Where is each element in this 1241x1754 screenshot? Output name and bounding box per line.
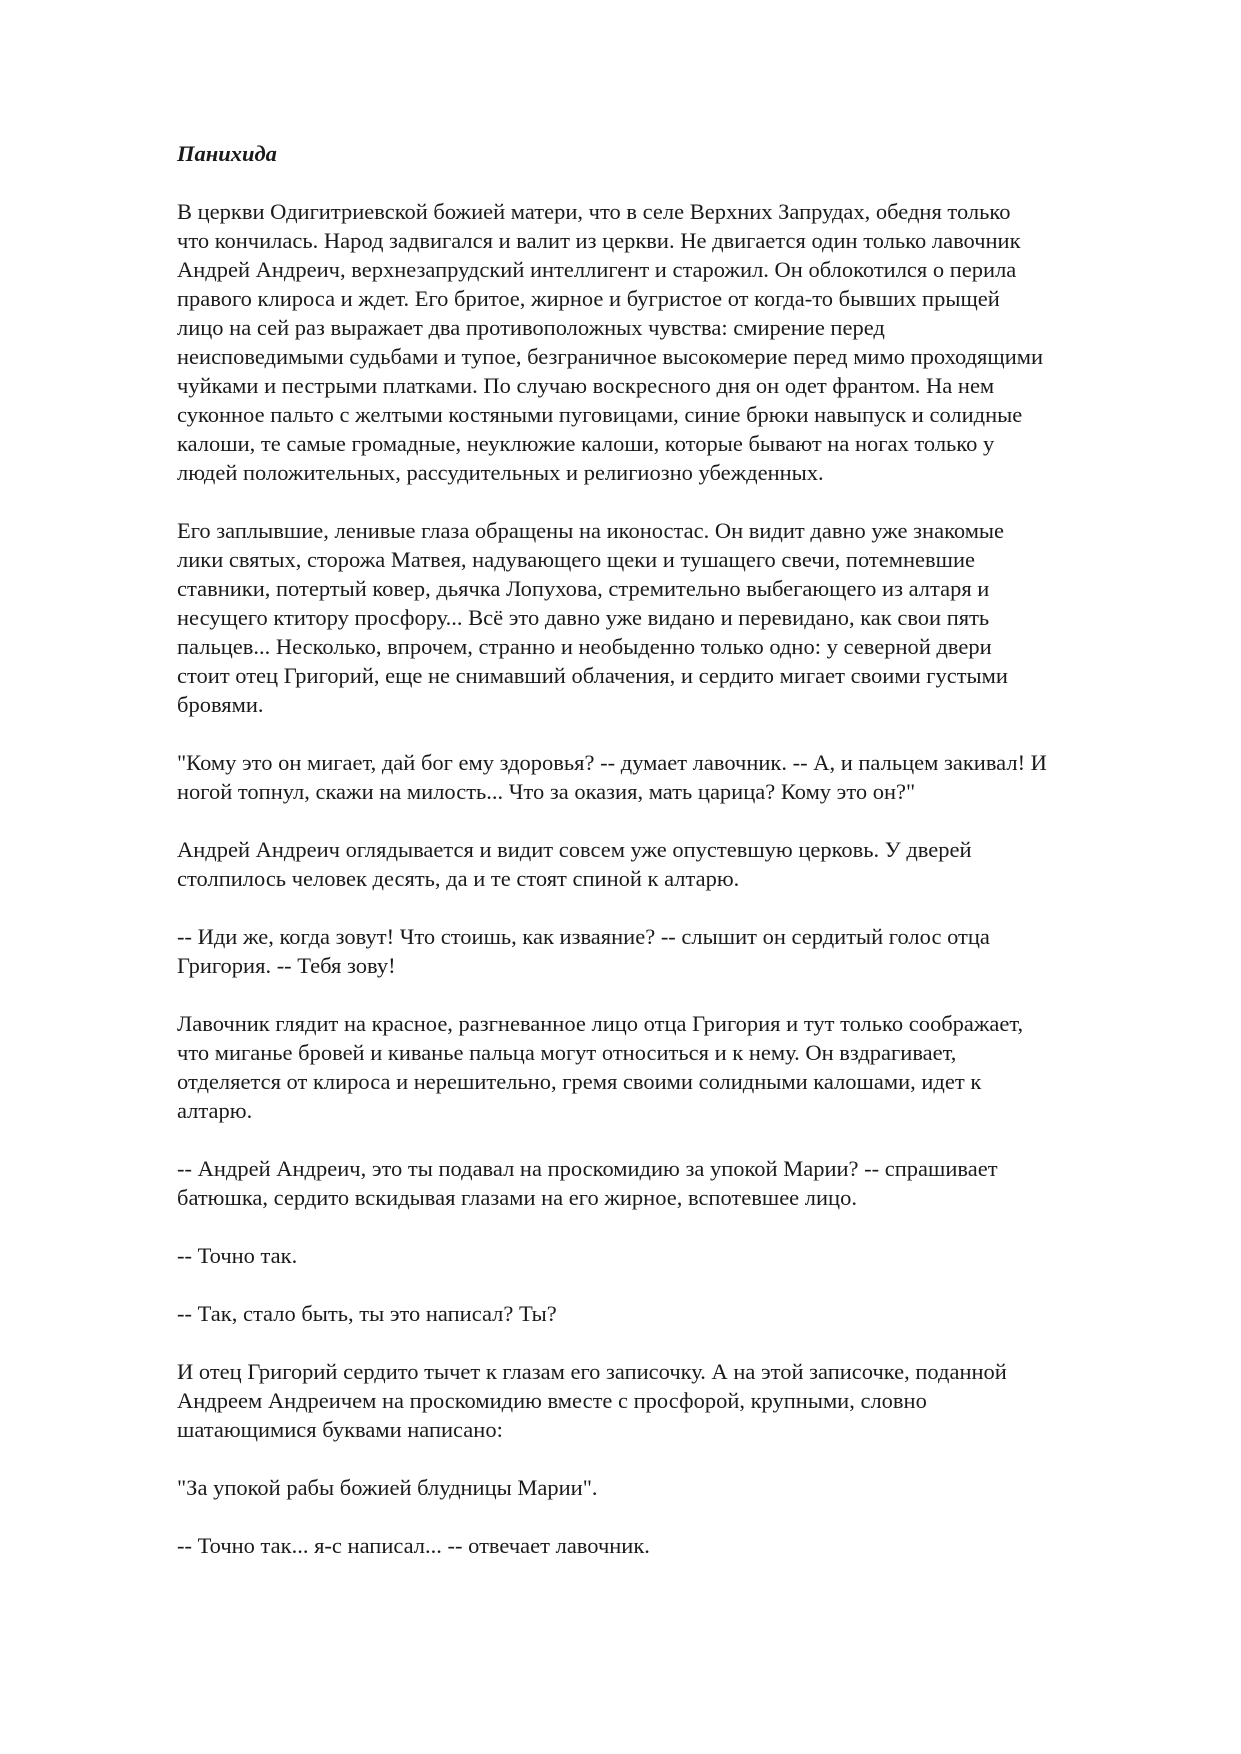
text-line: людей положительных, рассудительных и религиозно убежденных. — [177, 460, 824, 485]
text-line: пальцев... Несколько, впрочем, странно и необыденно только одно: у северной двери — [177, 634, 992, 659]
paragraph — [177, 1473, 1167, 1502]
text-line: ногой топнул, скажи на милость... Что за оказия, мать царица? Кому это он?" — [177, 779, 916, 804]
text-line: лицо на сей раз выражает два противоположных чувства: смирение перед — [177, 315, 885, 340]
text-line: что миганье бровей и киванье пальца могут относиться и к нему. Он вздрагивает, — [177, 1040, 957, 1065]
text-line: бровями. — [177, 692, 264, 717]
text-line: неисповедимыми судьбами и тупое, безграничное высокомерие перед мимо проходящими — [177, 344, 1044, 369]
document-title: Панихида — [177, 141, 277, 166]
text-line: Андрей Андреич оглядывается и видит совсем уже опустевшую церковь. У дверей — [177, 837, 972, 862]
text-line: отделяется от клироса и нерешительно, гремя своими солидными калошами, идет к — [177, 1069, 982, 1094]
text-line: несущего ктитору просфору... Всё это давно уже видано и перевидано, как свои пять — [177, 605, 990, 630]
paragraph — [177, 748, 1167, 806]
text-line: чуйками и пестрыми платками. По случаю воскресного дня он одет франтом. На нем — [177, 373, 995, 398]
text-line: Его заплывшие, ленивые глаза обращены на иконостас. Он видит давно уже знакомые — [177, 518, 1005, 543]
document-body — [177, 139, 1167, 1589]
paragraph — [177, 1299, 1167, 1328]
text-line: Лавочник глядит на красное, разгневанное лицо отца Григория и тут только соображает, — [177, 1011, 1024, 1036]
text-line: столпилось человек десять, да и те стоят спиной к алтарю. — [177, 866, 740, 891]
text-line: -- Точно так... я-с написал... -- отвечает лавочник. — [177, 1533, 650, 1558]
text-line: калоши, те самые громадные, неуклюжие калоши, которые бывают на ногах только у — [177, 431, 995, 456]
text-line: Андреем Андреичем на проскомидию вместе с просфорой, крупными, словно — [177, 1388, 927, 1413]
text-line: что кончилась. Народ задвигался и валит из церкви. Не двигается один только лавочник — [177, 228, 1021, 253]
paragraph-list — [177, 197, 1167, 1560]
paragraph — [177, 1531, 1167, 1560]
text-line: правого клироса и ждет. Его бритое, жирное и бугристое от когда-то бывших прыщей — [177, 286, 1000, 311]
text-line: стоит отец Григорий, еще не снимавший облачения, и сердито мигает своими густыми — [177, 663, 1008, 688]
paragraph — [177, 197, 1167, 487]
text-line: "За упокой рабы божией блудницы Марии". — [177, 1475, 598, 1500]
paragraph — [177, 1009, 1167, 1125]
paragraph — [177, 922, 1167, 980]
text-line: -- Андрей Андреич, это ты подавал на проскомидию за упокой Марии? -- спрашивает — [177, 1156, 998, 1181]
text-line: В церкви Одигитриевской божией матери, что в селе Верхних Запрудах, обедня только — [177, 199, 1011, 224]
text-line: алтарю. — [177, 1098, 253, 1123]
paragraph — [177, 1241, 1167, 1270]
paragraph — [177, 1154, 1167, 1212]
text-line: И отец Григорий сердито тычет к глазам его записочку. А на этой записочке, поданной — [177, 1359, 1007, 1384]
text-line: лики святых, сторожа Матвея, надувающего щеки и тушащего свечи, потемневшие — [177, 547, 975, 572]
paragraph — [177, 516, 1167, 719]
text-line: "Кому это он мигает, дай бог ему здоровья? -- думает лавочник. -- А, и пальцем закивал! И — [177, 750, 1047, 775]
text-line: Андрей Андреич, верхнезапрудский интеллигент и старожил. Он облокотился о перила — [177, 257, 1017, 282]
text-line: -- Точно так. — [177, 1243, 298, 1268]
paragraph — [177, 1357, 1167, 1444]
text-line: Григория. -- Тебя зову! — [177, 953, 396, 978]
text-line: шатающимися буквами написано: — [177, 1417, 503, 1442]
paragraph — [177, 835, 1167, 893]
text-line: ставники, потертый ковер, дьячка Лопухова, стремительно выбегающего из алтаря и — [177, 576, 990, 601]
text-line: суконное пальто с желтыми костяными пуговицами, синие брюки навыпуск и солидные — [177, 402, 1023, 427]
text-line: -- Так, стало быть, ты это написал? Ты? — [177, 1301, 557, 1326]
text-line: -- Иди же, когда зовут! Что стоишь, как изваяние? -- слышит он сердитый голос отца — [177, 924, 990, 949]
text-line: батюшка, сердито вскидывая глазами на его жирное, вспотевшее лицо. — [177, 1185, 857, 1210]
